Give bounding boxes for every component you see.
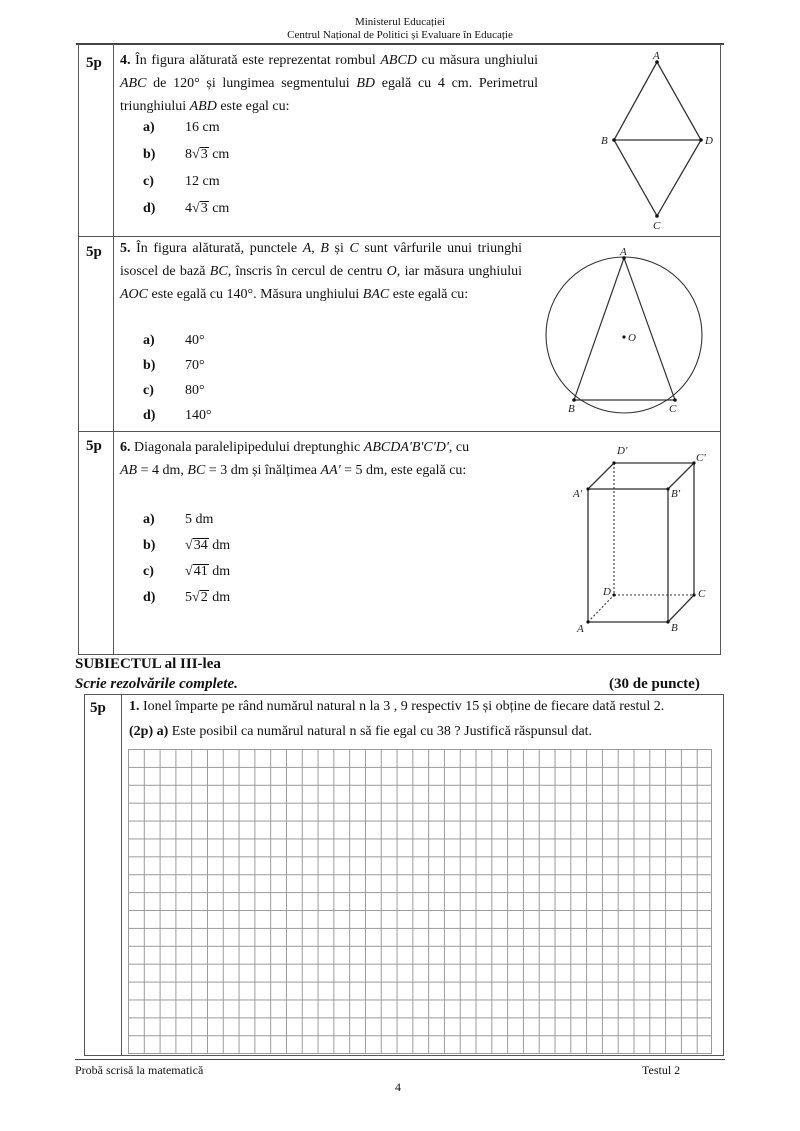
section-3-points-total: (30 de puncte) <box>609 676 700 692</box>
sqrt-symbol: √ <box>192 590 200 605</box>
option-d[interactable]: d) 140° <box>143 408 212 423</box>
answer-grid[interactable] <box>128 749 712 1054</box>
question-4-text: 4. În figura alăturată este reprezentat rombul ABCD cu măsura unghiului ABC de 120° și lungimea segmentului BD egală cu 4 cm. Perimetrul triunghiului ABD este egal cu: <box>120 53 539 114</box>
option-a[interactable]: a) 5 dm <box>143 512 214 527</box>
svg-text:B': B' <box>671 488 681 500</box>
header-rule <box>76 43 724 45</box>
table2-column-divider <box>121 694 122 1056</box>
question-5-number: 5. <box>120 241 131 256</box>
question-5-points: 5p <box>86 244 102 260</box>
option-b[interactable]: b) √34 dm <box>143 538 231 553</box>
question-6-options <box>143 507 230 611</box>
header-ministry: Ministerul Educației <box>354 16 446 28</box>
question-4-options <box>143 114 229 222</box>
problem-1a-prompt: (2p) a) Este posibil ca numărul natural n să fie egal cu 38 ? Justifică răspunsul dat. <box>129 724 593 739</box>
svg-text:A: A <box>577 623 584 635</box>
svg-text:C: C <box>698 588 706 600</box>
svg-text:B: B <box>568 403 575 415</box>
sqrt-symbol: √ <box>192 147 200 162</box>
table1-column-divider <box>113 44 114 655</box>
svg-text:A': A' <box>573 488 583 500</box>
option-d[interactable]: d) 4√3 cm <box>143 201 230 216</box>
sqrt-symbol: √ <box>185 538 193 553</box>
problem-1-statement: 1. Ionel împarte pe rând numărul natural n la 3 , 9 respectiv 15 și obține de fiecare dată restul 2. <box>129 699 665 714</box>
problem-1-points: 5p <box>90 700 106 716</box>
option-c[interactable]: c) 80° <box>143 383 205 398</box>
svg-text:C': C' <box>696 452 706 464</box>
question-4-points: 5p <box>86 55 102 71</box>
option-d[interactable]: d) 5√2 dm <box>143 590 231 605</box>
problem-1-number: 1. <box>129 699 140 714</box>
cuboid-figure <box>560 437 725 637</box>
question-6-points: 5p <box>86 438 102 454</box>
option-b[interactable]: b) 70° <box>143 358 205 373</box>
question-5-text: 5. În figura alăturată, punctele A, B și C sunt vârfurile unui triunghi isoscel de bază BC, înscris în cercul de centru O, iar măsura unghiului AOC este egală cu 140°. Măsura unghiului BAC este egală cu: <box>120 241 522 302</box>
option-a[interactable]: a) 40° <box>143 333 205 348</box>
sqrt-symbol: √ <box>192 201 200 216</box>
header-center: Centrul Național de Politici și Evaluare în Educație <box>287 29 513 41</box>
sqrt-symbol: √ <box>185 564 193 579</box>
svg-text:B: B <box>671 622 678 634</box>
svg-text:D: D <box>705 135 713 147</box>
svg-text:D': D' <box>617 445 628 457</box>
problem-1a-points: (2p) a) <box>129 724 169 739</box>
svg-text:O: O <box>628 332 636 344</box>
footer-rule <box>75 1059 725 1060</box>
table1-left-border <box>78 44 79 655</box>
question-6-number: 6. <box>120 440 131 455</box>
svg-text:A: A <box>653 50 660 62</box>
svg-text:C: C <box>653 220 661 232</box>
question-5-options <box>143 328 212 428</box>
table1-row-divider-2 <box>78 431 721 432</box>
option-c[interactable]: c) √41 dm <box>143 564 231 579</box>
footer-exam-name: Probă scrisă la matematică <box>75 1063 204 1077</box>
page-header <box>0 16 800 42</box>
rhombus-figure <box>590 48 720 234</box>
svg-text:C: C <box>669 403 677 415</box>
option-a[interactable]: a) 16 cm <box>143 120 220 135</box>
section-3-title: SUBIECTUL al III-lea <box>75 656 221 672</box>
option-c[interactable]: c) 12 cm <box>143 174 220 189</box>
question-4-number: 4. <box>120 53 131 68</box>
question-6-text: 6. Diagonala paralelipipedului dreptunghic ABCDA'B'C'D', cu AB = 4 dm, BC = 3 dm și înălțimea AA' = 5 dm, este egală cu: <box>120 440 470 478</box>
circle-triangle-figure <box>540 240 720 430</box>
page-number: 4 <box>395 1080 401 1094</box>
svg-text:A: A <box>620 246 627 258</box>
option-b[interactable]: b) 8√3 cm <box>143 147 230 162</box>
svg-text:B: B <box>601 135 608 147</box>
footer-test-number: Testul 2 <box>642 1063 681 1077</box>
svg-text:D: D <box>603 586 611 598</box>
table1-bottom-border <box>78 654 721 655</box>
section-3-instructions: Scrie rezolvările complete. <box>75 676 238 692</box>
